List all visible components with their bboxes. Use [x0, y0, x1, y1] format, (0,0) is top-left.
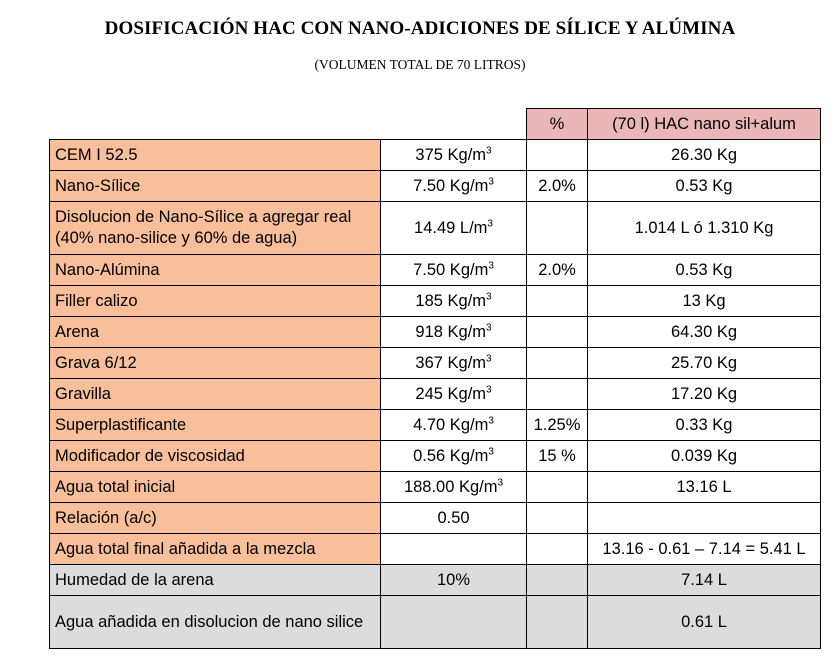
row-total: 17.20 Kg: [588, 379, 821, 410]
row-percent: [527, 472, 588, 503]
table-row: [50, 317, 821, 348]
row-total: 13.16 - 0.61 – 7.14 = 5.41 L: [588, 534, 821, 565]
row-percent: [527, 317, 588, 348]
table-row: [50, 441, 821, 472]
row-quantity: 4.70 $Kg/m^3$: [381, 410, 527, 441]
row-total: 0.039 Kg: [588, 441, 821, 472]
row-label: Disolucion de Nano-Sílice a agregar real (40% nano-silice y 60% de agua): [50, 202, 381, 255]
row-quantity: 245 $Kg/m^3$: [381, 379, 527, 410]
table-row: [50, 255, 821, 286]
row-label: Superplastificante: [50, 410, 381, 441]
row-total: 26.30 Kg: [588, 140, 821, 171]
row-quantity: 375 $Kg/m^3$: [381, 140, 527, 171]
row-quantity: 188.00 $Kg/m^3$: [381, 472, 527, 503]
table-row: [50, 565, 821, 596]
row-label: Gravilla: [50, 379, 381, 410]
table-row: [50, 472, 821, 503]
row-total: 25.70 Kg: [588, 348, 821, 379]
row-label: Agua añadida en disolucion de nano silice: [50, 596, 381, 649]
row-percent: [527, 202, 588, 255]
table-row: [50, 534, 821, 565]
row-percent: [527, 534, 588, 565]
header-blank-cell: [381, 109, 527, 140]
dosage-table: [49, 108, 821, 649]
table-row: [50, 410, 821, 441]
row-quantity: 7.50 $Kg/m^3$: [381, 171, 527, 202]
header-total-70l: (70 l) HAC nano sil+alum: [588, 109, 821, 140]
row-percent: [527, 596, 588, 649]
row-label: CEM I 52.5: [50, 140, 381, 171]
row-total: 0.53 Kg: [588, 255, 821, 286]
row-quantity: 367 $Kg/m^3$: [381, 348, 527, 379]
row-label: Agua total inicial: [50, 472, 381, 503]
row-label: Humedad de la arena: [50, 565, 381, 596]
page-subtitle: (VOLUMEN TOTAL DE 70 LITROS): [314, 57, 526, 72]
table-row: [50, 286, 821, 317]
row-total: 7.14 L: [588, 565, 821, 596]
table-row: [50, 596, 821, 649]
row-total: 0.53 Kg: [588, 171, 821, 202]
row-percent: 2.0%: [527, 171, 588, 202]
table-row: [50, 503, 821, 534]
row-total: [588, 503, 821, 534]
row-label: Arena: [50, 317, 381, 348]
row-percent: 1.25%: [527, 410, 588, 441]
row-label: Nano-Sílice: [50, 171, 381, 202]
row-label: Grava 6/12: [50, 348, 381, 379]
row-total: 64.30 Kg: [588, 317, 821, 348]
row-quantity: 10%: [381, 565, 527, 596]
row-percent: [527, 140, 588, 171]
page-title: DOSIFICACIÓN HAC CON NANO-ADICIONES DE SÍLICE Y ALÚMINA: [104, 18, 736, 39]
table-row: [50, 379, 821, 410]
row-label: Relación (a/c): [50, 503, 381, 534]
row-total: 1.014 L ó 1.310 Kg: [588, 202, 821, 255]
row-percent: [527, 503, 588, 534]
row-percent: [527, 379, 588, 410]
row-percent: [527, 348, 588, 379]
table-row: [50, 348, 821, 379]
row-total: 0.61 L: [588, 596, 821, 649]
row-percent: [527, 565, 588, 596]
table-row: [50, 140, 821, 171]
header-percent: %: [527, 109, 588, 140]
table-header-row: [50, 109, 821, 140]
row-percent: 2.0%: [527, 255, 588, 286]
table-row: [50, 202, 821, 255]
row-label: Agua total final añadida a la mezcla: [50, 534, 381, 565]
row-total: 13 Kg: [588, 286, 821, 317]
row-label: Filler calizo: [50, 286, 381, 317]
row-label: Modificador de viscosidad: [50, 441, 381, 472]
row-percent: [527, 286, 588, 317]
header-blank-cell: [50, 109, 381, 140]
row-quantity: [381, 596, 527, 649]
row-label: Nano-Alúmina: [50, 255, 381, 286]
row-quantity: [381, 534, 527, 565]
row-quantity: 185 $Kg/m^3$: [381, 286, 527, 317]
row-quantity: 0.50: [381, 503, 527, 534]
row-total: 0.33 Kg: [588, 410, 821, 441]
table-row: [50, 171, 821, 202]
row-quantity: 7.50 $Kg/m^3$: [381, 255, 527, 286]
row-quantity: 14.49 $L/m^3$: [381, 202, 527, 255]
row-quantity: 0.56 $Kg/m^3$: [381, 441, 527, 472]
row-quantity: 918 $Kg/m^3$: [381, 317, 527, 348]
row-percent: 15 %: [527, 441, 588, 472]
row-total: 13.16 L: [588, 472, 821, 503]
